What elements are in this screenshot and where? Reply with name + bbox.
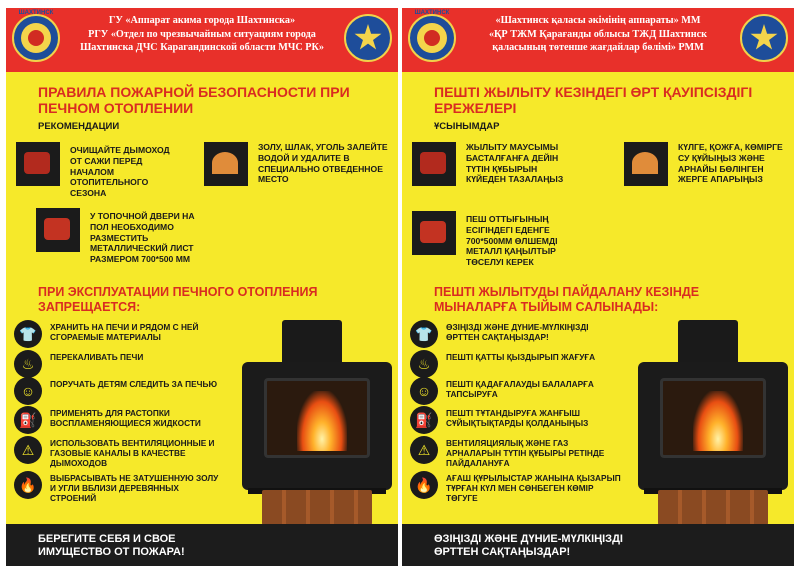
header-line: Шахтинска ДЧС Карагандинской области МЧС РК» <box>80 42 324 53</box>
prohibition-item: ⚠ ВЕНТИЛЯЦИЯЛЫҚ ЖӘНЕ ГАЗ АРНАЛАРЫН ТҮТІН ҚҰБЫРЫ РЕТІНДЕ ПАЙДАЛАНУҒА <box>410 436 620 466</box>
canister-icon: ⛽ <box>410 406 438 434</box>
prohibition-item: 👕 ХРАНИТЬ НА ПЕЧИ И РЯДОМ С НЕЙ СГОРАЕМЫЕ МАТЕРИАЛЫ <box>14 320 224 350</box>
section-heading: ПЕШТІ ЖЫЛЫТУДЫ ПАЙДАЛАНУ КЕЗІНДЕ МЫНАЛАРҒА ТЫЙЫМ САЛЫНАДЫ: <box>434 285 700 314</box>
metal-sheet-icon <box>36 208 80 252</box>
prohibition-item: 🔥 ВЫБРАСЫВАТЬ НЕ ЗАТУШЕННУЮ ЗОЛУ И УГЛИ ВБЛИЗИ ДЕРЕВЯННЫХ СТРОЕНИЙ <box>14 471 224 501</box>
header-band <box>6 8 398 72</box>
page-title: ПРАВИЛА ПОЖАРНОЙ БЕЗОПАСНОСТИ ПРИ ПЕЧНОМ ОТОПЛЕНИИ <box>38 84 350 116</box>
coal-icon: 🔥 <box>410 471 438 499</box>
prohibition-item: ♨ ПЕШТІ ҚАТТЫ ҚЫЗДЫРЫП ЖАҒУҒА <box>410 350 620 380</box>
recommendation-text: ОЧИЩАЙТЕ ДЫМОХОД ОТ САЖИ ПЕРЕД НАЧАЛОМ ОТОПИТЕЛЬНОГО СЕЗОНА <box>70 145 170 199</box>
header-line: қаласының төтенше жағдайлар бөлімі» РММ <box>492 42 704 53</box>
footer-slogan: БЕРЕГИТЕ СЕБЯ И СВОЕ ИМУЩЕСТВО ОТ ПОЖАРА! <box>38 533 185 558</box>
recommendation-text: КҮЛГЕ, ҚОЖҒА, КӨМІРГЕ СУ ҚҰЙЫҢЫЗ ЖӘНЕ АРНАЙЫ БӨЛІНГЕН ЖЕРГЕ АПАРЫҢЫЗ <box>678 142 783 185</box>
city-emblem-icon: ШАХТИНСК <box>12 14 60 62</box>
emergency-emblem-icon <box>344 14 392 62</box>
chimney-icon <box>16 142 60 186</box>
vent-icon: ⚠ <box>14 436 42 464</box>
canister-icon: ⛽ <box>14 406 42 434</box>
header-text <box>462 14 734 55</box>
chimney-icon <box>412 142 456 186</box>
prohibition-item: 👕 ӨЗІҢІЗДІ ЖӘНЕ ДҮНИЕ-МҮЛКІҢІЗДІ ӨРТТЕН САҚТАҢЫЗДАР! <box>410 320 620 350</box>
prohibition-item: 🔥 АҒАШ ҚҰРЫЛЫСТАР ЖАНЫНА ҚЫЗАРЫП ТҰРҒАН КҮЛ МЕН СӨНБЕГЕН КӨМІР ТӨГУГЕ <box>410 471 620 501</box>
leaflet-right <box>402 8 794 566</box>
footer-band <box>6 524 398 566</box>
emergency-emblem-icon <box>740 14 788 62</box>
section-heading: ПРИ ЭКСПЛУАТАЦИИ ПЕЧНОГО ОТОПЛЕНИЯ ЗАПРЕЩАЕТСЯ: <box>38 285 318 314</box>
heat-icon: ♨ <box>410 350 438 378</box>
recommendation-text: ЖЫЛЫТУ МАУСЫМЫ БАСТАЛҒАНҒА ДЕЙІН ТҮТІН ҚҰБЫРЫН КҮЙЕДЕН ТАЗАЛАҢЫЗ <box>466 142 564 185</box>
metal-sheet-icon <box>412 211 456 255</box>
prohibition-item: ☺ ПОРУЧАТЬ ДЕТЯМ СЛЕДИТЬ ЗА ПЕЧЬЮ <box>14 377 224 407</box>
prohibition-item: ☺ ПЕШТІ ҚАДАҒАЛАУДЫ БАЛАЛАРҒА ТАПСЫРУҒА <box>410 377 620 407</box>
prohibition-item: ⛽ ПЕШТІ ТҰТАНДЫРУҒА ЖАНҒЫШ СҰЙЫҚТЫҚТАРДЫ ҚОЛДАНЫҢЫЗ <box>410 406 620 436</box>
header-line: «ҚР ТЖМ Қарағанды облысы ТЖД Шахтинск <box>488 28 708 40</box>
stove-illustration <box>638 320 788 525</box>
prohibition-item: ⛽ ПРИМЕНЯТЬ ДЛЯ РАСТОПКИ ВОСПЛАМЕНЯЮЩИЕСЯ ЖИДКОСТИ <box>14 406 224 436</box>
recommendation-text: ЗОЛУ, ШЛАК, УГОЛЬ ЗАЛЕЙТЕ ВОДОЙ И УДАЛИТЕ В СПЕЦИАЛЬНО ОТВЕДЕННОЕ МЕСТО <box>258 142 388 185</box>
header-line: РГУ «Отдел по чрезвычайным ситуациям города <box>88 28 316 40</box>
section-subtitle: РЕКОМЕНДАЦИИ <box>38 121 120 132</box>
header-band <box>402 8 794 72</box>
stove-illustration <box>242 320 392 525</box>
prohibition-item: ⚠ ИСПОЛЬЗОВАТЬ ВЕНТИЛЯЦИОННЫЕ И ГАЗОВЫЕ КАНАЛЫ В КАЧЕСТВЕ ДЫМОХОДОВ <box>14 436 224 466</box>
footer-band <box>402 524 794 566</box>
clothes-icon: 👕 <box>410 320 438 348</box>
ash-icon <box>624 142 668 186</box>
child-icon: ☺ <box>14 377 42 405</box>
clothes-icon: 👕 <box>14 320 42 348</box>
prohibition-item: ♨ ПЕРЕКАЛИВАТЬ ПЕЧИ <box>14 350 224 380</box>
recommendation-text: ПЕШ ОТТЫҒЫНЫҢ ЕСІГІНДЕГІ ЕДЕНГЕ 700*500ММ ӨЛШЕМДІ МЕТАЛЛ ҚАҢЫЛТЫР ТӨСЕЛУІ КЕРЕК <box>466 214 558 268</box>
page-title: ПЕШТІ ЖЫЛЫТУ КЕЗІНДЕГІ ӨРТ ҚАУІПСІЗДІГІ ЕРЕЖЕЛЕРІ <box>434 84 753 116</box>
vent-icon: ⚠ <box>410 436 438 464</box>
footer-slogan: ӨЗІҢІЗДІ ЖӘНЕ ДҮНИЕ-МҮЛКІҢІЗДІ ӨРТТЕН САҚТАҢЫЗДАР! <box>434 533 623 558</box>
leaflet-left <box>6 8 398 566</box>
child-icon: ☺ <box>410 377 438 405</box>
recommendation-text: У ТОПОЧНОЙ ДВЕРИ НА ПОЛ НЕОБХОДИМО РАЗМЕСТИТЬ МЕТАЛЛИЧЕСКИЙ ЛИСТ РАЗМЕРОМ 700*500 ММ <box>90 211 195 265</box>
ash-icon <box>204 142 248 186</box>
header-line: ГУ «Аппарат акима города Шахтинска» <box>108 15 296 26</box>
coal-icon: 🔥 <box>14 471 42 499</box>
header-text <box>66 14 338 55</box>
city-emblem-icon: ШАХТИНСК <box>408 14 456 62</box>
heat-icon: ♨ <box>14 350 42 378</box>
header-line: «Шахтинск қаласы әкімінің аппараты» ММ <box>495 15 701 26</box>
section-subtitle: ҰСЫНЫМДАР <box>434 121 500 132</box>
